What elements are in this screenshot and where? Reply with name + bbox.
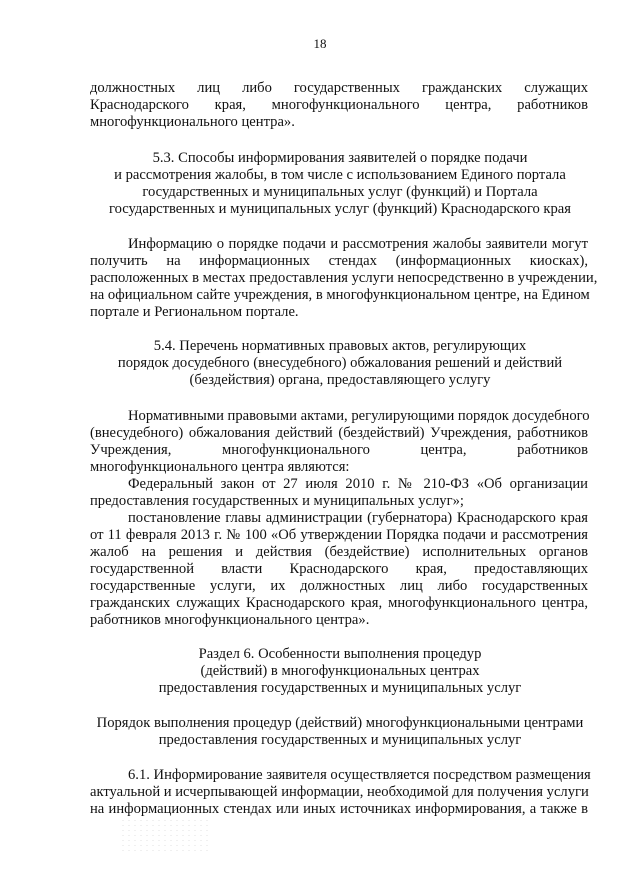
text-line: государственной власти Краснодарского края, предоставляющих [90, 561, 588, 577]
section-heading-line: 5.3. Способы информирования заявителей о порядке подачи [152, 150, 528, 166]
text-line: от 11 февраля 2013 г. № 100 «Об утверждении Порядка подачи и рассмотрения [90, 527, 588, 543]
text-line: портале и Региональном портале. [90, 304, 299, 320]
text-line: государственные услуги, их должностных лиц либо государственных [90, 578, 588, 594]
text-line: работников многофункционального центра». [90, 612, 370, 628]
section-heading-line: (бездействия) органа, предоставляющего услугу [189, 372, 491, 388]
section-heading-line: Раздел 6. Особенности выполнения процедур [198, 646, 482, 662]
section-heading-line: (действий) в многофункциональных центрах [200, 663, 480, 679]
section-heading-line: государственных и муниципальных услуг (функций) и Портала [142, 184, 538, 200]
section-heading-line: государственных и муниципальных услуг (функций) Краснодарского края [108, 201, 571, 217]
text-line: на официальном сайте учреждения, в многофункциональном центре, на Едином [90, 287, 590, 303]
section-heading-line: и рассмотрения жалобы, в том числе с использованием Единого портала [114, 167, 566, 183]
subsection-heading-line: предоставления государственных и муниципальных услуг [158, 732, 522, 748]
page-number: 18 [313, 36, 327, 51]
text-line: Федеральный закон от 27 июля 2010 г. № 210-ФЗ «Об организации [128, 476, 588, 492]
text-line: Нормативными правовыми актами, регулирующими порядок досудебного [128, 408, 590, 424]
text-line: расположенных в местах предоставления услуги непосредственно в учреждении, [90, 270, 598, 286]
text-line: получить на информационных стендах (информационных киосках), [90, 253, 588, 269]
scan-noise [120, 818, 210, 852]
text-line: жалоб на решения и действия (бездействие) исполнительных органов [90, 544, 588, 560]
text-line: Информацию о порядке подачи и рассмотрения жалобы заявители могут [128, 236, 588, 252]
subsection-heading-line: Порядок выполнения процедур (действий) многофункциональными центрами [96, 715, 584, 731]
text-line: должностных лиц либо государственных гражданских служащих [90, 80, 588, 96]
text-line: предоставления государственных и муниципальных услуг»; [90, 493, 464, 509]
section-heading-line: 5.4. Перечень нормативных правовых актов, регулирующих [153, 338, 527, 354]
text-line: (внесудебного) обжалования действий (бездействий) Учреждения, работников [90, 425, 588, 441]
text-line: гражданских служащих Краснодарского края, многофункционального центра, [90, 595, 588, 611]
text-line: многофункционального центра являются: [90, 459, 350, 475]
text-line: на информационных стендах или иных источниках информирования, а также в [90, 801, 588, 817]
text-line: 6.1. Информирование заявителя осуществляется посредством размещения [128, 767, 591, 783]
text-line: Учреждения, многофункционального центра, работников [90, 442, 588, 458]
text-line: актуальной и исчерпывающей информации, необходимой для получения услуги [90, 784, 589, 800]
section-heading-line: порядок досудебного (внесудебного) обжалования решений и действий [117, 355, 563, 371]
text-line: Краснодарского края, многофункционального центра, работников [90, 97, 588, 113]
text-line: постановление главы администрации (губернатора) Краснодарского края [128, 510, 588, 526]
text-line: многофункционального центра». [90, 114, 295, 130]
section-heading-line: предоставления государственных и муниципальных услуг [158, 680, 522, 696]
